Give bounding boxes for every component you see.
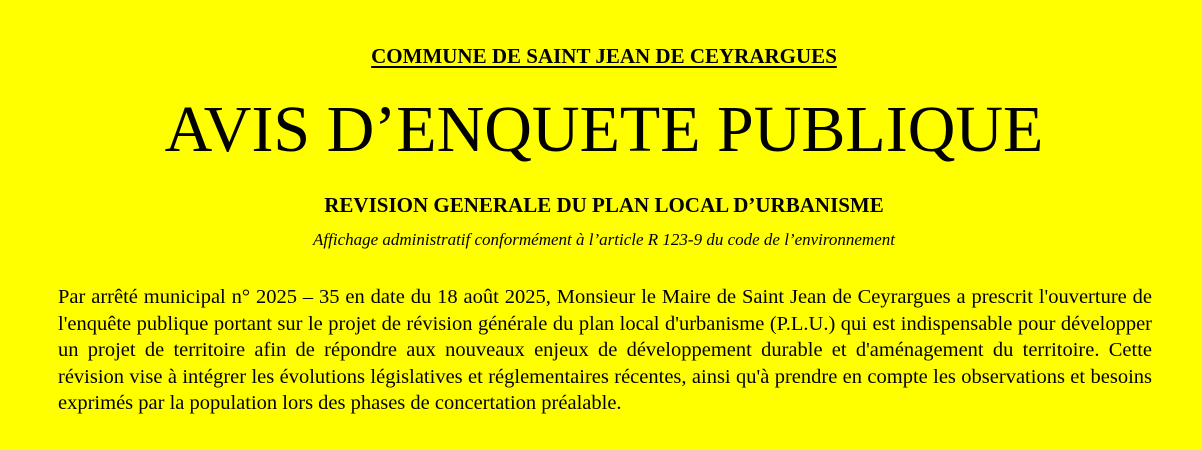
- legal-mention: Affichage administratif conformément à l’article R 123-9 du code de l’environnement: [313, 230, 895, 249]
- notice-title: AVIS D’ENQUETE PUBLIQUE: [164, 93, 1044, 166]
- notice-body-paragraph: Par arrêté municipal n° 2025 – 35 en date du 18 août 2025, Monsieur le Maire de Saint Jean de Ceyrargues a prescrit l'ouverture de l'enquête publique portant sur le projet de révision générale du plan local d'urbanisme (P.L.U.) qui est indispensable pour développer un projet de territoire afin de répondre aux nouveaux enjeux de développement durable et d'aménagement du territoire. Cette révision vise à intégrer les évolutions législatives et réglementaires récentes, ainsi qu'à prendre en compte les observations et besoins exprimés par la population lors des phases de concertation préalable.: [58, 286, 1152, 414]
- notice-subtitle: REVISION GENERALE DU PLAN LOCAL D’URBANISME: [324, 193, 884, 217]
- commune-heading: COMMUNE DE SAINT JEAN DE CEYRARGUES: [371, 44, 837, 68]
